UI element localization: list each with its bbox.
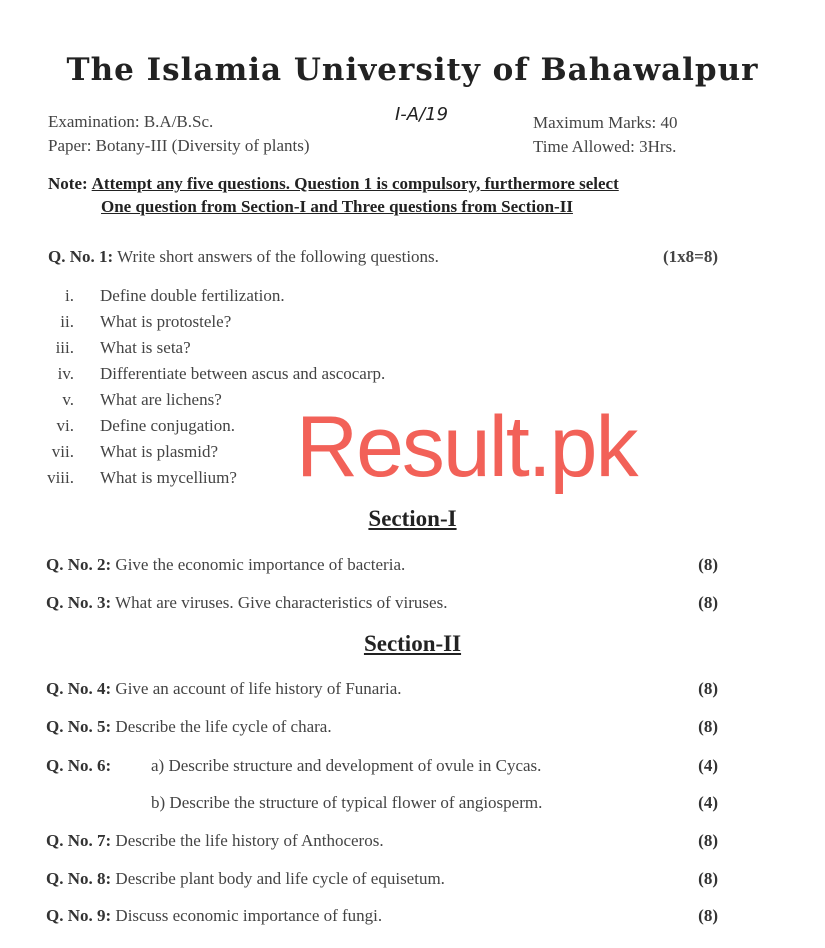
part-text: What is seta? bbox=[100, 338, 191, 357]
paper-label: Paper: Botany-III (Diversity of plants) bbox=[48, 136, 310, 155]
examination-label: Examination: B.A/B.Sc. bbox=[48, 112, 214, 131]
maximum-marks: Maximum Marks: 40 bbox=[533, 113, 678, 132]
question-marks: (8) bbox=[698, 869, 718, 888]
handwritten-code: I-A/19 bbox=[395, 104, 449, 125]
part-text: What are lichens? bbox=[100, 390, 222, 409]
question-marks: (8) bbox=[698, 593, 718, 612]
part-number: iv. bbox=[57, 364, 74, 383]
question-text: Describe the life history of Anthoceros. bbox=[115, 831, 384, 850]
question-text: Give the economic importance of bacteria. bbox=[115, 555, 406, 574]
question-text: Describe plant body and life cycle of equisetum. bbox=[115, 869, 445, 888]
part-number: i. bbox=[65, 286, 74, 305]
part-number: vi. bbox=[56, 416, 74, 435]
time-allowed: Time Allowed: 3Hrs. bbox=[533, 137, 677, 156]
part-text: Define conjugation. bbox=[100, 416, 236, 435]
part-text: What is protostele? bbox=[100, 312, 232, 331]
instructions-note bbox=[48, 172, 768, 218]
part-number: iii. bbox=[55, 338, 74, 357]
question-label: Q. No. 7: bbox=[46, 831, 112, 850]
part-text: What is mycellium? bbox=[100, 468, 237, 487]
question-marks: (8) bbox=[698, 555, 718, 574]
question-label: Q. No. 1: bbox=[48, 247, 114, 266]
question-2 bbox=[46, 555, 718, 575]
university-title: The Islamia University of Bahawalpur bbox=[66, 52, 759, 88]
question-9 bbox=[46, 906, 718, 926]
note-line-2: One question from Section-I and Three questions from Section-II bbox=[101, 197, 573, 216]
question-label: Q. No. 4: bbox=[46, 679, 112, 698]
section-1-heading: Section-I bbox=[368, 506, 457, 531]
question-marks: (8) bbox=[698, 831, 718, 850]
question-marks: (8) bbox=[698, 717, 718, 736]
question-label: Q. No. 9: bbox=[46, 906, 112, 925]
question-marks: (4) bbox=[698, 756, 718, 775]
question-3 bbox=[46, 593, 718, 613]
part-number: ii. bbox=[60, 312, 74, 331]
question-text: a) Describe structure and development of ovule in Cycas. bbox=[151, 756, 542, 775]
question-label: Q. No. 5: bbox=[46, 717, 112, 736]
question-label: Q. No. 6: bbox=[46, 756, 112, 775]
part-text: Define double fertilization. bbox=[100, 286, 285, 305]
question-text: b) Describe the structure of typical flower of angiosperm. bbox=[151, 793, 543, 812]
part-number: viii. bbox=[47, 468, 74, 487]
question-text: Describe the life cycle of chara. bbox=[115, 717, 332, 736]
question-marks: (1x8=8) bbox=[662, 247, 718, 266]
question-8 bbox=[46, 869, 718, 889]
question-7 bbox=[46, 831, 718, 851]
part-number: v. bbox=[62, 390, 74, 409]
question-label: Q. No. 8: bbox=[46, 869, 112, 888]
question-marks: (8) bbox=[698, 679, 718, 698]
question-label: Q. No. 3: bbox=[46, 593, 112, 612]
question-5 bbox=[46, 717, 718, 737]
note-line-1: Attempt any five questions. Question 1 is compulsory, furthermore select bbox=[91, 174, 619, 193]
part-text: What is plasmid? bbox=[100, 442, 219, 461]
part-number: vii. bbox=[51, 442, 74, 461]
result-pk-watermark: Result.pk bbox=[296, 399, 637, 495]
question-text: Discuss economic importance of fungi. bbox=[115, 906, 383, 925]
question-marks: (8) bbox=[698, 906, 718, 925]
question-4 bbox=[46, 679, 718, 699]
question-1 bbox=[48, 247, 718, 267]
question-text: Write short answers of the following questions. bbox=[117, 247, 439, 266]
question-marks: (4) bbox=[698, 793, 718, 812]
question-text: What are viruses. Give characteristics of viruses. bbox=[115, 593, 448, 612]
section-2-heading: Section-II bbox=[363, 631, 462, 656]
question-6a bbox=[46, 756, 718, 776]
question-text: Give an account of life history of Funaria. bbox=[115, 679, 402, 698]
part-text: Differentiate between ascus and ascocarp. bbox=[100, 364, 386, 383]
note-label: Note: bbox=[48, 174, 88, 193]
question-label: Q. No. 2: bbox=[46, 555, 112, 574]
